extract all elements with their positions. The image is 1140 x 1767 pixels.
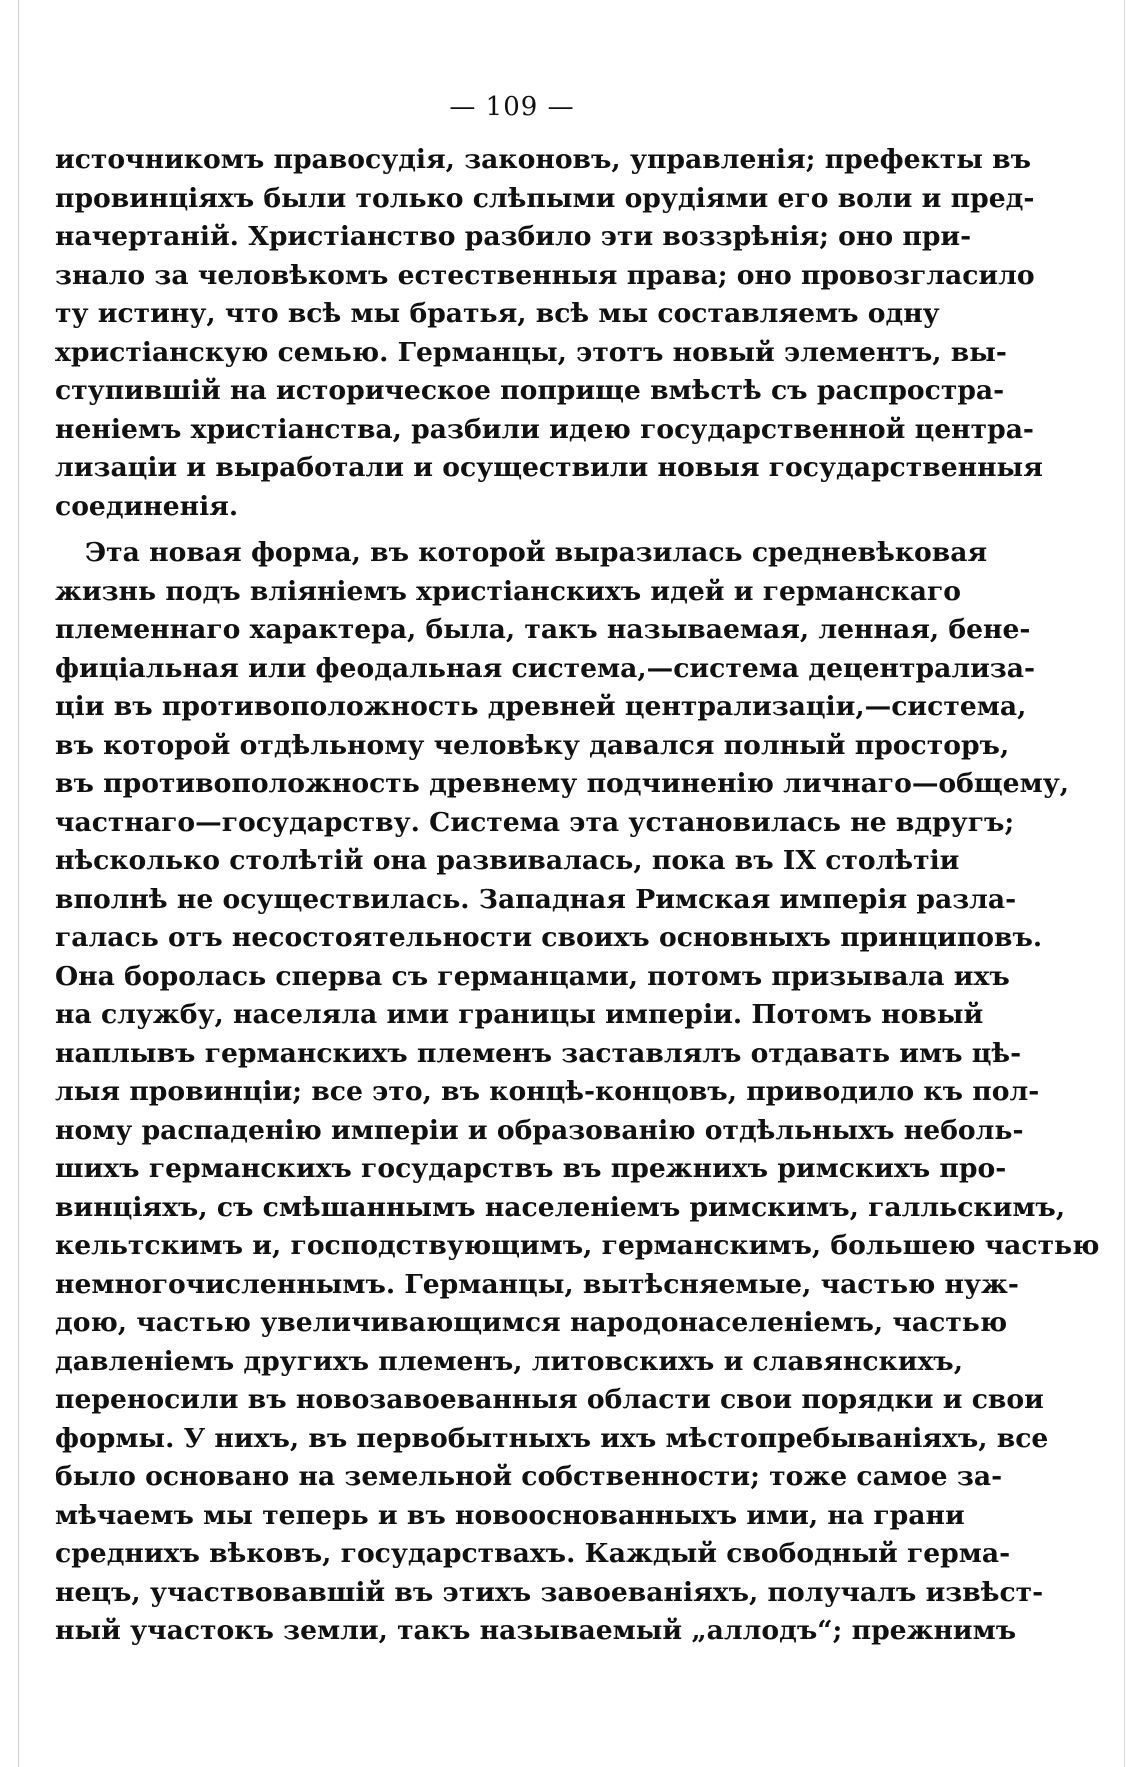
text-line: шихъ германскихъ государствъ въ прежнихъ римскихъ про- — [55, 1153, 1007, 1184]
text-line: знало за человѣкомъ естественныя права; оно провозгласило — [55, 259, 1035, 291]
text-line: давленіемъ другихъ племенъ, литовскихъ и славянскихъ, — [55, 1345, 963, 1377]
text-line: переносили въ новозавоеванныя области свои порядки и свои — [55, 1384, 1044, 1415]
text-line: Она боролась сперва съ германцами, потомъ призывала ихъ — [55, 960, 1010, 992]
text-line: винціяхъ, съ смѣшаннымъ населеніемъ римскимъ, галльскимъ, — [55, 1191, 1066, 1223]
text-line: ту истину, что всѣ мы братья, всѣ мы составляемъ одну — [55, 298, 940, 329]
paragraph-gap — [55, 526, 917, 534]
text-line: было основано на земельной собственности; тоже самое за- — [55, 1461, 1003, 1492]
text-line: ному распаденію имперіи и образованію отдѣльныхъ неболь- — [55, 1114, 1024, 1146]
text-line: лизаціи и выработали и осуществили новыя государственныя — [55, 452, 1043, 483]
text-line: начертаній. Христіанство разбило эти воззрѣнія; оно при- — [55, 221, 972, 252]
body-text — [55, 141, 1100, 1651]
text-line: среднихъ вѣковъ, государствахъ. Каждый свободный герма- — [55, 1538, 1011, 1569]
text-line: неніемъ христіанства, разбили идею государственной центра- — [55, 413, 1034, 445]
text-line: мѣчаемъ мы теперь и въ новооснованныхъ ими, на грани — [55, 1499, 965, 1531]
text-line: христіанскую семью. Германцы, этотъ новый элементъ, вы- — [55, 336, 1007, 368]
text-line: немногочисленнымъ. Германцы, вытѣсняемые, частью нуж- — [55, 1268, 1019, 1300]
text-line: Эта новая форма, въ которой выразилась средневѣковая — [85, 537, 988, 568]
text-line: нецъ, участвовавшій въ этихъ завоеваніяхъ, получалъ извѣст- — [55, 1576, 1044, 1608]
text-line: племеннаго характера, была, такъ называемая, ленная, бене- — [55, 614, 1031, 645]
text-line: источникомъ правосудія, законовъ, управленія; префекты въ — [55, 144, 1032, 175]
text-line: вполнѣ не осуществилась. Западная Римская имперія разла- — [55, 883, 1017, 915]
text-line: провинціяхъ были только слѣпыми орудіями его воли и пред- — [55, 182, 1035, 214]
right-scan-edge — [1124, 0, 1125, 1767]
text-line: нѣсколько столѣтій она развивалась, пока въ IX столѣтіи — [55, 845, 960, 876]
text-line: дою, частью увеличивающимся народонаселеніемъ, частью — [55, 1307, 1008, 1338]
left-scan-edge — [18, 0, 19, 1767]
text-line: ступившій на историческое поприще вмѣстѣ съ распростра- — [55, 375, 1005, 406]
text-line: ный участокъ земли, такъ называемый „аллодъ“; прежнимъ — [55, 1615, 1017, 1646]
text-line: на службу, населяла ими границы имперіи. Потомъ новый — [55, 999, 984, 1030]
text-line: жизнь подъ вліяніемъ христіанскихъ идей и германскаго — [55, 575, 962, 607]
text-line: формы. У нихъ, въ первобытныхъ ихъ мѣстопребываніяхъ, все — [55, 1422, 1049, 1454]
text-line: частнаго—государству. Система эта установилась не вдругъ; — [55, 806, 1015, 838]
text-line: фиціальная или феодальная система,—система децентрализа- — [55, 652, 1036, 684]
text-line: въ которой отдѣльному человѣку давался полный просторъ, — [55, 729, 1010, 761]
text-line: въ противоположность древнему подчиненію личнаго—общему, — [55, 768, 1069, 799]
text-line: ціи въ противоположность древней централизаціи,—система, — [55, 691, 1027, 722]
paragraph-1 — [55, 141, 1043, 526]
text-line: наплывъ германскихъ племенъ заставлялъ отдавать имъ цѣ- — [55, 1037, 1022, 1069]
text-line: соединенія. — [55, 490, 239, 522]
text-line: лыя провинціи; все это, въ концѣ-концовъ, приводило къ пол- — [55, 1076, 1040, 1107]
page-number: — 109 — — [449, 92, 575, 122]
text-line: галась отъ несостоятельности своихъ основныхъ принциповъ. — [55, 922, 1043, 953]
paragraph-2 — [55, 534, 1100, 1651]
text-line: кельтскимъ и, господствующимъ, германскимъ, большею частью — [55, 1230, 1100, 1261]
